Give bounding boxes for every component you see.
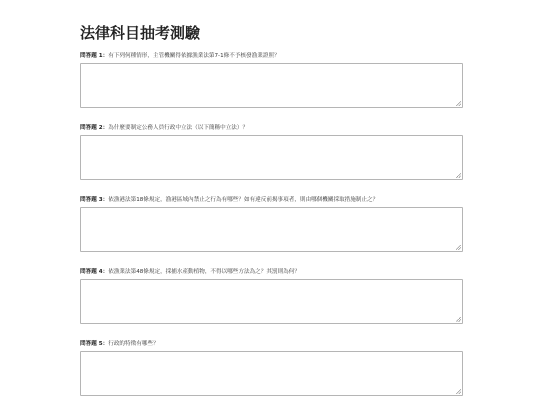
question-number: 問答題 1：	[80, 53, 109, 59]
answer-textarea-1[interactable]	[80, 63, 463, 108]
question-prompt	[80, 268, 464, 276]
resize-handle-icon[interactable]	[456, 173, 461, 178]
question-text: 依漁業法第48條規定，採捕水產動植物，不得以哪些方法為之？其罰則為何？	[108, 269, 300, 275]
resize-handle-icon[interactable]	[456, 389, 461, 394]
question-number: 問答題 4：	[80, 269, 109, 275]
resize-handle-icon[interactable]	[456, 101, 461, 106]
question-prompt	[80, 52, 464, 60]
answer-textarea-4[interactable]	[80, 279, 463, 324]
question-block-3	[80, 196, 464, 252]
question-block-1	[80, 52, 464, 108]
resize-handle-icon[interactable]	[456, 245, 461, 250]
question-prompt	[80, 340, 464, 348]
question-text: 依漁港法第18條規定，漁港區域內禁止之行為有哪些？如有違反前揭事項者，則由哪個機關採取措施制止之？	[108, 197, 379, 203]
question-number: 問答題 2：	[80, 125, 109, 131]
question-text: 行政的特徵有哪些？	[108, 341, 159, 347]
question-block-2	[80, 124, 464, 180]
answer-textarea-5[interactable]	[80, 351, 463, 396]
question-block-4	[80, 268, 464, 324]
resize-handle-icon[interactable]	[456, 317, 461, 322]
answer-textarea-2[interactable]	[80, 135, 463, 180]
page-title: 法律科目抽考測驗	[80, 24, 201, 42]
question-number: 問答題 3：	[80, 197, 109, 203]
answer-textarea-3[interactable]	[80, 207, 463, 252]
question-number: 問答題 5：	[80, 341, 109, 347]
question-text: 為什麼要制定公務人員行政中立法（以下簡稱中立法）？	[108, 125, 249, 131]
question-prompt	[80, 196, 464, 204]
question-prompt	[80, 124, 464, 132]
question-block-5	[80, 340, 464, 396]
question-text: 有下列何種情形，主管機關得依據漁業法第7-1條不予核發漁業證照？	[108, 53, 280, 59]
